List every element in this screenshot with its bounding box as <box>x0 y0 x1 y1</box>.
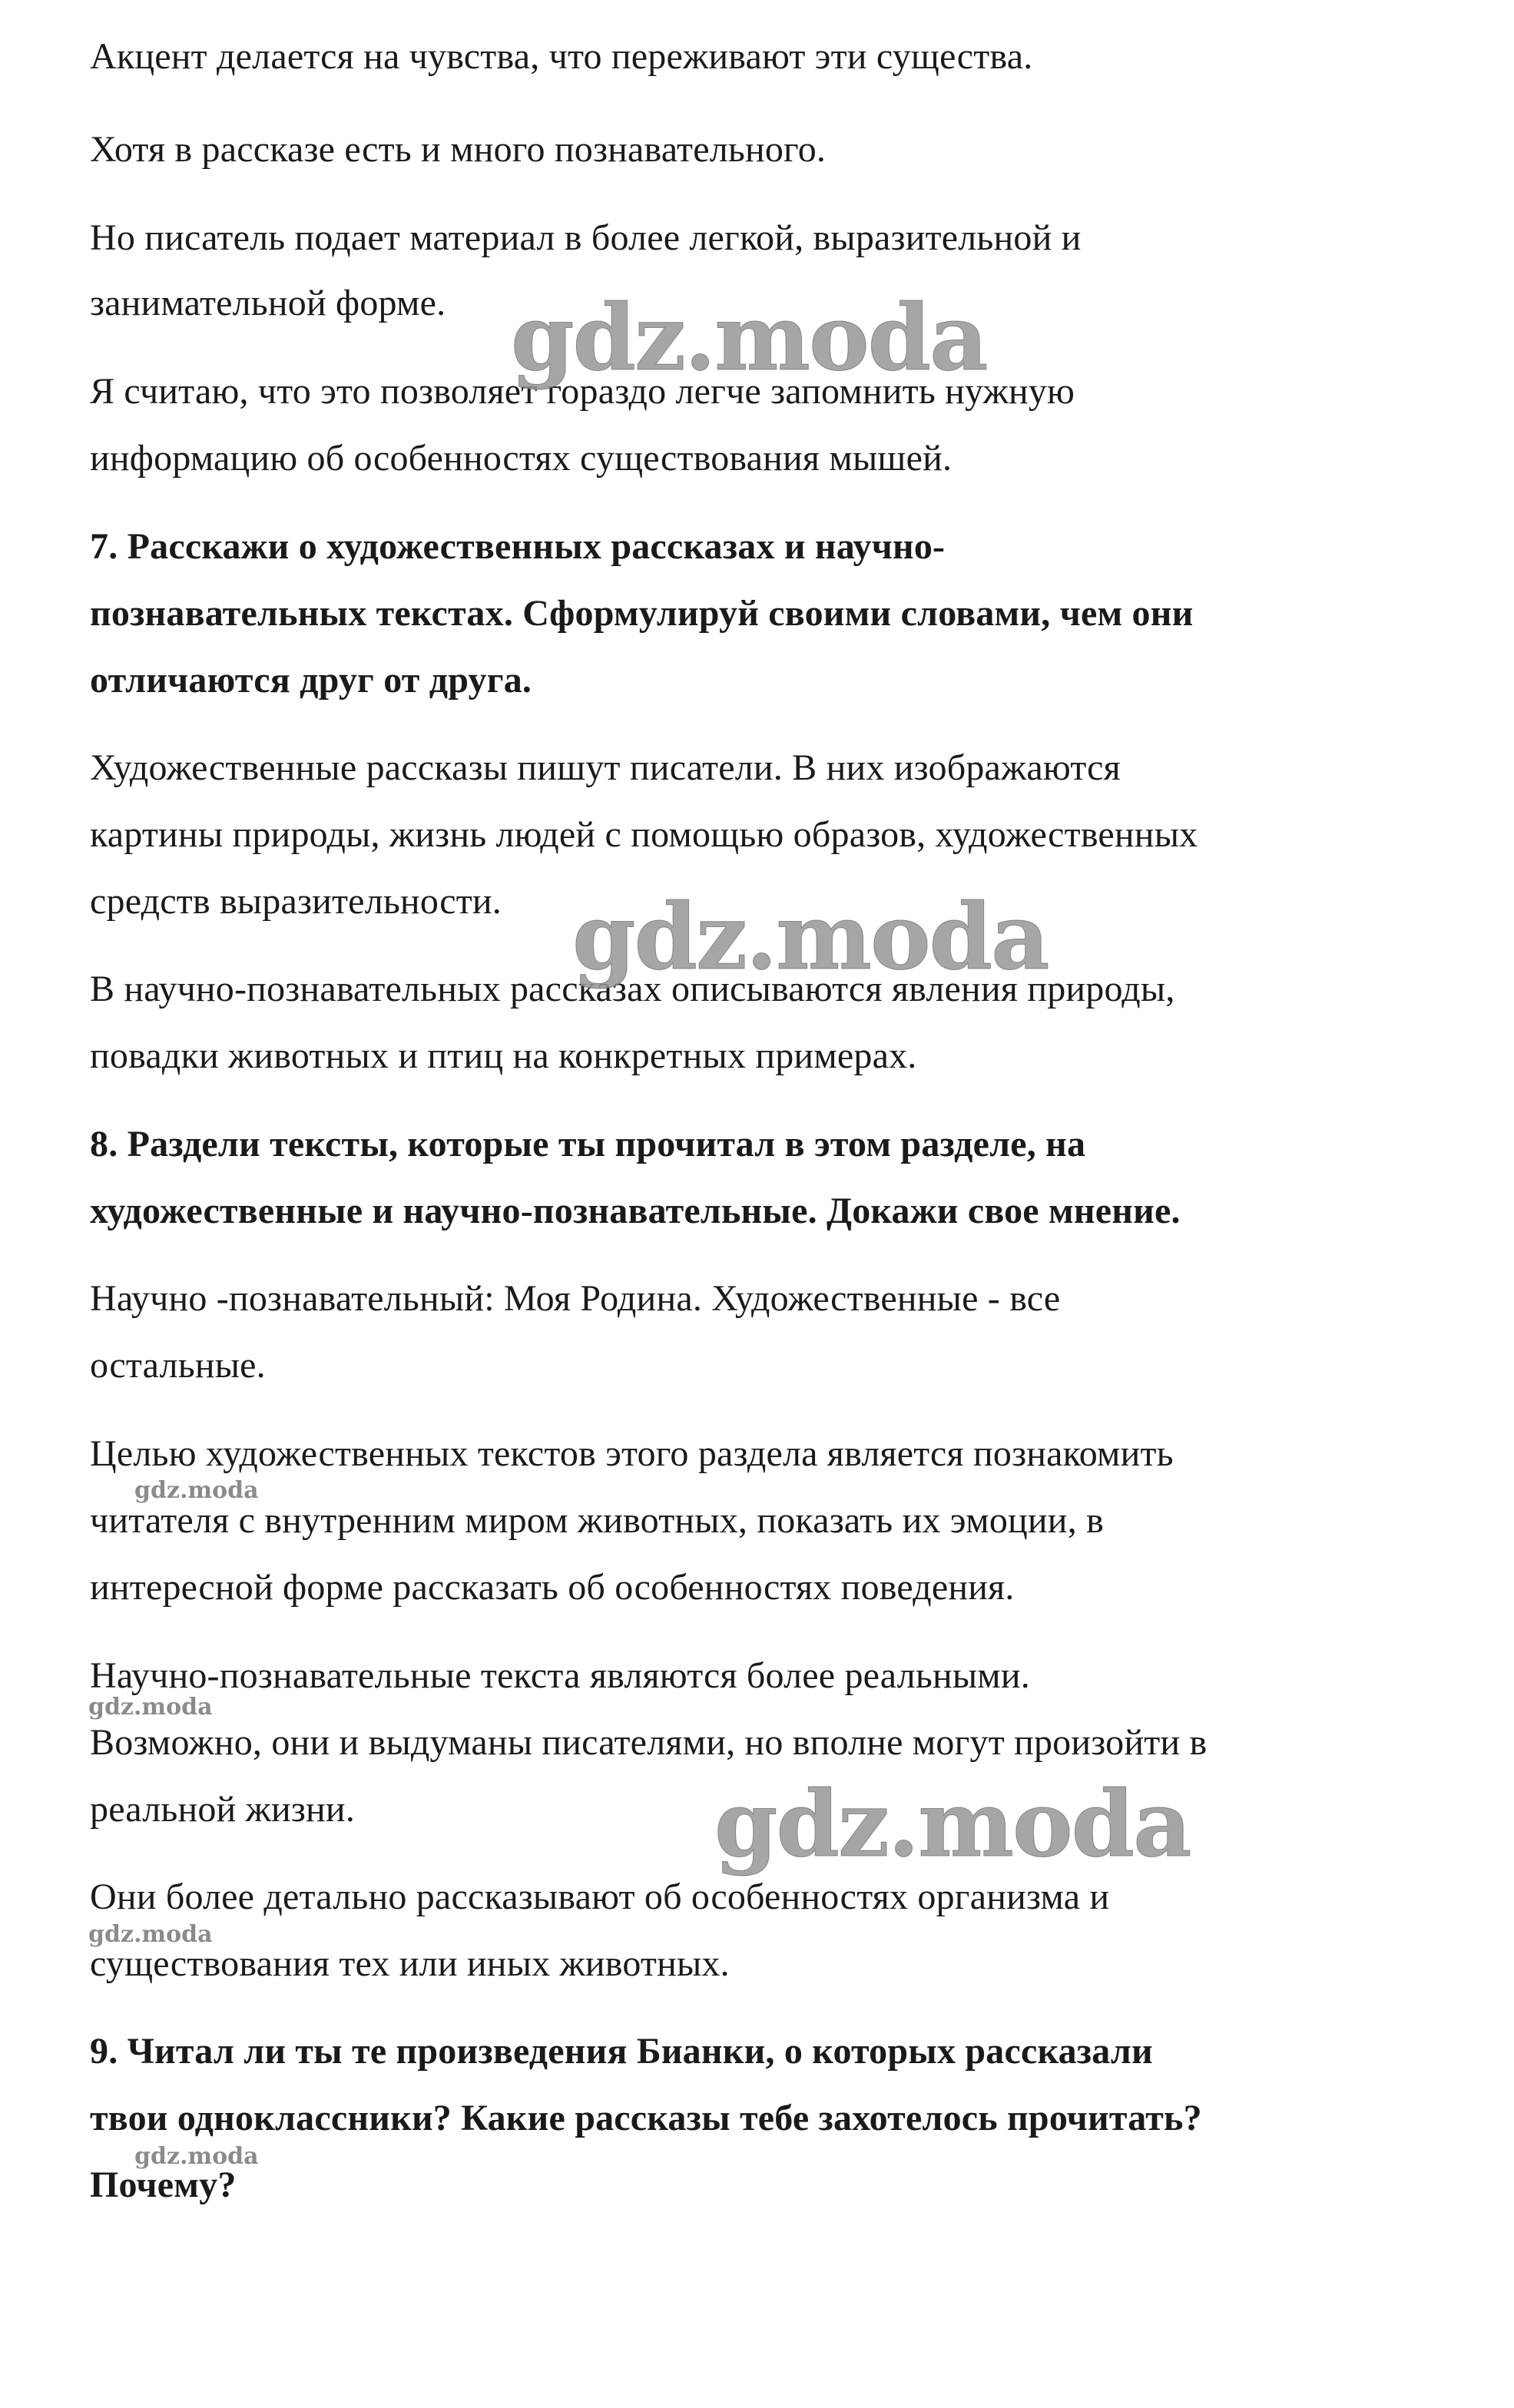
text-line: занимательной форме. <box>90 283 446 323</box>
text-line: Научно -познавательный: Моя Родина. Художественные - все <box>90 1278 1061 1319</box>
watermark-logo: gdz.moda <box>572 883 1049 990</box>
text-line: Но писатель подает материал в более легкой, выразительной и <box>90 217 1082 258</box>
text-line: Они более детально рассказывают об особенностях организма и <box>90 1876 1110 1917</box>
watermark-logo: gdz.moda <box>88 1921 213 1948</box>
question-heading: познавательных текстах. Сформулируй своими словами, чем они <box>90 593 1194 634</box>
question-heading: 7. Расскажи о художественных рассказах и научно- <box>90 526 946 567</box>
text-line: Возможно, они и выдуманы писателями, но вполне могут произойти в <box>90 1722 1208 1763</box>
question-heading: Почему? <box>90 2165 237 2205</box>
watermark-logo: gdz.moda <box>88 1694 213 1721</box>
text-line: повадки животных и птиц на конкретных примерах. <box>90 1035 917 1076</box>
text-line: остальные. <box>90 1345 266 1386</box>
watermark-logo: gdz.moda <box>134 2143 259 2170</box>
question-heading: твои одноклассники? Какие рассказы тебе захотелось прочитать? <box>90 2098 1202 2138</box>
text-line: Целью художественных текстов этого раздела является познакомить <box>90 1433 1174 1474</box>
text-line: Я считаю, что это позволяет гораздо легче запомнить нужную <box>90 371 1075 412</box>
text-line: читателя с внутренним миром животных, показать их эмоции, в <box>90 1500 1104 1541</box>
text-line: картины природы, жизнь людей с помощью образов, художественных <box>90 814 1198 855</box>
text-line: информацию об особенностях существования мышей. <box>90 438 952 479</box>
text-line: реальной жизни. <box>90 1789 356 1830</box>
text-line: Акцент делается на чувства, что переживают эти существа. <box>90 36 1033 77</box>
question-heading: художественные и научно-познавательные. Докажи свое мнение. <box>90 1191 1181 1231</box>
question-heading: отличаются друг от друга. <box>90 660 532 701</box>
question-heading: 8. Раздели тексты, которые ты прочитал в этом разделе, на <box>90 1124 1086 1164</box>
text-line: Хотя в рассказе есть и много познавательного. <box>90 129 827 170</box>
text-line: существования тех или иных животных. <box>90 1943 730 1984</box>
question-heading: 9. Читал ли ты те произведения Бианки, о которых рассказали <box>90 2031 1153 2072</box>
text-line: Художественные рассказы пишут писатели. В них изображаются <box>90 747 1121 788</box>
text-line: интересной форме рассказать об особенностях поведения. <box>90 1567 1015 1608</box>
watermark-logo: gdz.moda <box>134 1477 259 1504</box>
text-line: В научно-познавательных рассказах описываются явления природы, <box>90 969 1175 1009</box>
watermark-logo: gdz.moda <box>511 284 987 391</box>
text-line: Научно-познавательные текста являются более реальными. <box>90 1655 1030 1696</box>
text-line: средств выразительности. <box>90 881 502 922</box>
watermark-logo: gdz.moda <box>714 1770 1191 1877</box>
